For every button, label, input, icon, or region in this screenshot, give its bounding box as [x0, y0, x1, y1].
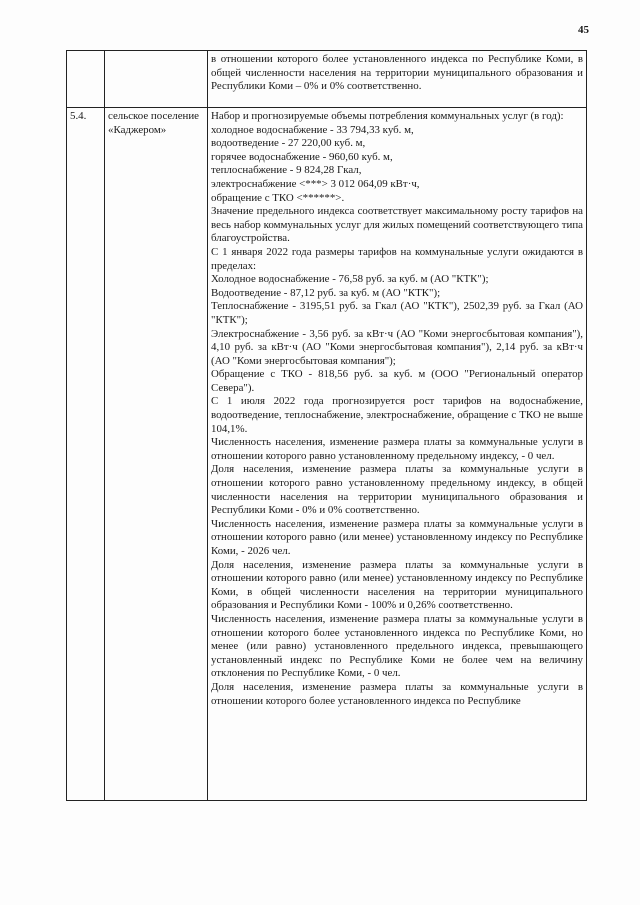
paragraph: Теплоснабжение - 3195,51 руб. за Гкал (АО "КТК"), 2502,39 руб. за Гкал (АО "КТК"); — [211, 300, 583, 326]
paragraph: водоотведение - 27 220,00 куб. м, — [211, 137, 366, 150]
paragraph: Значение предельного индекса соответствует максимальному росту тарифов на весь набор коммунальных услуг для жилых помещений соответствующего типа благоустройства. — [211, 205, 583, 245]
cell-text — [208, 108, 587, 801]
row-number: 5.4. — [70, 110, 87, 122]
paragraph: Численность населения, изменение размера платы за коммунальные услуги в отношении которого более установленного индекса по Республике Коми, но менее (или равно) установленного предельного индекса, превышающего установленный индекс по Республике Коми не более чем на величину отклонения по Республике Коми, - 0 чел. — [211, 612, 583, 680]
paragraph: электроснабжение <***> 3 012 064,09 кВт·ч, — [211, 177, 420, 190]
tariff-table — [66, 50, 587, 801]
cell-text — [208, 51, 587, 108]
paragraph: Электроснабжение - 3,56 руб. за кВт·ч (АО "Коми энергосбытовая компания"), 4,10 руб. за кВт·ч (АО "Коми энергосбытовая компания"), 2,14 руб. за кВт·ч (АО "Коми энергосбытовая компания"); — [211, 327, 583, 367]
table-row-continuation — [67, 51, 587, 108]
paragraph: Численность населения, изменение размера платы за коммунальные услуги в отношении которого равно (или менее) установленному индексу по Республике Коми, - 2026 чел. — [211, 517, 583, 557]
paragraph: Холодное водоснабжение - 76,58 руб. за куб. м (АО "КТК"); — [211, 273, 489, 286]
cell-name — [105, 51, 208, 108]
paragraph: холодное водоснабжение - 33 794,33 куб. м, — [211, 123, 414, 136]
paragraph: Доля населения, изменение размера платы за коммунальные услуги в отношении которого равно (или менее) установленному индексу по Республике Коми, в общей численности населения на территории муниципального образования и Республики Коми - 100% и 0,26% соответственно. — [211, 558, 583, 612]
cell-name — [105, 108, 208, 801]
paragraph: С 1 января 2022 года размеры тарифов на коммунальные услуги ожидаются в пределах: — [211, 245, 583, 272]
paragraph: Доля населения, изменение размера платы за коммунальные услуги в отношении которого более установленного индекса по Республике — [211, 680, 583, 707]
table-row-5-4 — [67, 108, 587, 801]
paragraph: С 1 июля 2022 года прогнозируется рост тарифов на водоснабжение, водоотведение, теплоснабжение, электроснабжение, обращение с ТКО не выше 104,1%. — [211, 395, 583, 435]
cell-number — [67, 108, 105, 801]
paragraph: теплоснабжение - 9 824,28 Гкал, — [211, 164, 362, 177]
paragraph: Набор и прогнозируемые объемы потребления коммунальных услуг (в год): — [211, 110, 564, 122]
paragraph: Доля населения, изменение размера платы за коммунальные услуги в отношении которого равно установленному предельному индексу, в общей численности населения на территории муниципального образования и Республики Коми - 0% и 0% соответственно. — [211, 463, 583, 517]
cell-number — [67, 51, 105, 108]
page-number: 45 — [578, 24, 589, 36]
paragraph: горячее водоснабжение - 960,60 куб. м, — [211, 150, 393, 163]
paragraph: Обращение с ТКО - 818,56 руб. за куб. м (ООО "Региональный оператор Севера"). — [211, 368, 583, 394]
paragraph: обращение с ТКО <******>. — [211, 191, 345, 204]
paragraph: Водоотведение - 87,12 руб. за куб. м (АО "КТК"); — [211, 286, 441, 299]
settlement-name: сельское поселение «Каджером» — [108, 110, 200, 136]
continuation-text: в отношении которого более установленного индекса по Республике Коми, в общей численности населения на территории муниципального образования и Республики Коми – 0% и 0% соответственно. — [211, 53, 583, 93]
paragraph: Численность населения, изменение размера платы за коммунальные услуги в отношении которого равно установленному предельному индексу, - 0 чел. — [211, 436, 583, 462]
